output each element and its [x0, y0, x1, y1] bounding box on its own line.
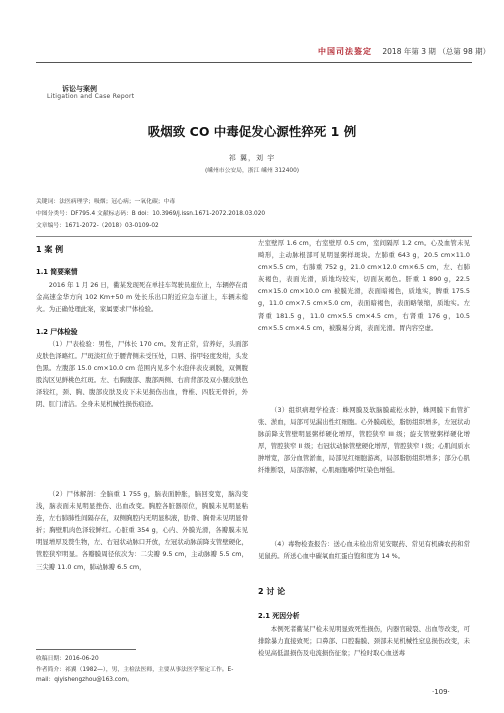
running-header [318, 46, 490, 57]
subsection-heading-cause: 2.1 死因分析 [258, 612, 300, 620]
section-heading-case: 1 案 例 [36, 245, 64, 254]
classification-line: 中图分类号：DF795.4 文献标志码：B doi：10.3969/j.issn.1671-2072.2018.03.020 [36, 211, 266, 217]
paragraph-histopathology: （3）组织病理学检查：蛛网膜及软脑膜疏松水肿，蛛网膜下血管扩张、淤血，局部可见漏出性红细胞。心外膜疏松，脂肪组织增多，左冠状动脉前降支管壁明显粥样硬化增厚，管腔狭窄 III 级；旋支管壁粥样硬化增厚，管腔狭窄 II 级；右冠状动脉管壁硬化增厚，管腔狭窄 I 级；心肌间质水肿增宽，部分血管淤血，局部见红细胞游离，局部脂肪组织增多；部分心肌纤维断裂，局部溶解，心肌细胞嗜伊红染色增强。 [258, 406, 470, 475]
section-heading-discussion: 2 讨 论 [258, 587, 286, 596]
journal-name: 中国司法鉴定 [318, 47, 372, 56]
footnote-rule [36, 649, 136, 650]
paragraph-external-exam: （1）尸表检验：男性，尸体长 170 cm。发育正常，营养好，头面部皮肤色泽略红。尸斑淡红位于腰背侧未受压处，口唇、指甲轻度发绀，头发色黑。左腹部 15.0 cm×10.0 cm 范围内见多个水泡伴表皮剥脱，双侧腹股沟区见鲜桃色红斑。左、右胸腹部、腹部两侧、右肩背部及双小腿皮肤色泽较红，颈、胸、腹部皮肤及皮下未见损伤出血，脊椎、四肢无骨折，外阴、肛门清洁。全身未见机械性损伤痕迹。 [36, 340, 248, 409]
column-title-en: Litigation and Case Report [47, 93, 135, 100]
page-number: ·109· [432, 688, 450, 696]
affiliation: (嵊州市公安局，浙江 嵊州 312400) [204, 168, 300, 174]
article-title: 吸烟致 CO 中毒促发心源性猝死 1 例 [147, 124, 357, 139]
column-title-cn: 诉讼与案例 [62, 85, 97, 93]
paragraph-dissection: （2）尸体解剖：全脑重 1 755 g，脑表面肿胀，脑回变宽，脑沟变浅，脑表面未见明显挫伤、出血改变。胸腔各脏器原位，胸膜未见明显粘连，左右肺肺性间隔存在，双侧胸腔内无明显积液，肋骨、胸骨未见明显骨折；胸壁肌肉色泽较鲜红。心脏重 354 g，心内、外膜光滑，各瓣膜未见明显增厚及赘生物，左、右冠状动脉口开放，左冠状动脉前降支管壁硬化，管腔狭窄明显。各瓣膜周径依次为：二尖瓣 9.5 cm，主动脉瓣 5.5 cm，三尖瓣 11.0 cm，肺动脉瓣 6.5 cm， [36, 490, 248, 571]
paragraph-toxicology: （4）毒物检查报告：送心血未检出常见安眠药、常见有机磷农药和常见鼠药。所送心血中碳氧血红蛋白饱和度为 14 %。 [258, 540, 470, 561]
article-number: 文章编号：1671-2072-（2018）03-0109-02 [36, 223, 159, 229]
authors: 祁 翼，刘 宇 [228, 154, 276, 162]
header-rule [36, 62, 472, 63]
paragraph-cause: 本例死者衢某尸检未见明显致死性损伤，内器官破裂、出血等改变，可排除暴力直接致死；口鼻部、口腔黏膜、颈部未见机械性窒息损伤改变，未检见高低温损伤及电流损伤征象；尸检时取心血送毒 [258, 625, 470, 658]
subsection-heading-brief: 1.1 简要案情 [36, 268, 78, 276]
subsection-heading-autopsy: 1.2 尸体检验 [36, 328, 78, 336]
received-date: 收稿日期：2016-06-20 [36, 656, 99, 662]
paragraph-brief: 2016 年 1 月 26 日，衢某发现死在单挂车驾驶员座位上，车辆停在甬金高速金华方向 102 Km+50 m 处长乐出口附近应急车道上，车辆未熄火。为正确处理此案，家属要求尸体检验。 [36, 281, 248, 314]
author-bio: 作者简介：祁翼（1982—），男，主检法医师，主要从事法医学鉴定工作。E-mail：qiyishengzhou@163.com。 [36, 667, 234, 683]
paragraph-organs: 左室壁厚 1.6 cm，右室壁厚 0.5 cm，室间隔厚 1.2 cm。心及血管未见畸形，主动脉根部可见明显粥样斑块。左肺重 643 g，20.5 cm×11.0 cm×5.5 cm，右肺重 752 g，21.0 cm×12.0 cm×6.5 cm，左、右肺灰褐色，表面光滑，质地均较实，切面灰褐色。肝重 1 890 g，22.5 cm×15.0 cm×10.0 cm 被膜光滑，表面暗褐色，质地实，脾重 175.5 g，11.0 cm×7.5 cm×5.0 cm，表面暗褐色，表面略皱缩，质地实。左肾重 181.5 g，11.0 cm×5.5 cm×4.5 cm，右肾重 176 g，10.5 cm×5.5 cm×4.5 cm，被膜易分离，表面光滑。胃内容空虚。 [258, 239, 470, 332]
issue-info: 2018 年第 3 期 （总第 98 期） [382, 47, 491, 56]
keywords: 关键词：法医病理学；吸烟；冠心病；一氧化碳；中毒 [36, 199, 176, 205]
